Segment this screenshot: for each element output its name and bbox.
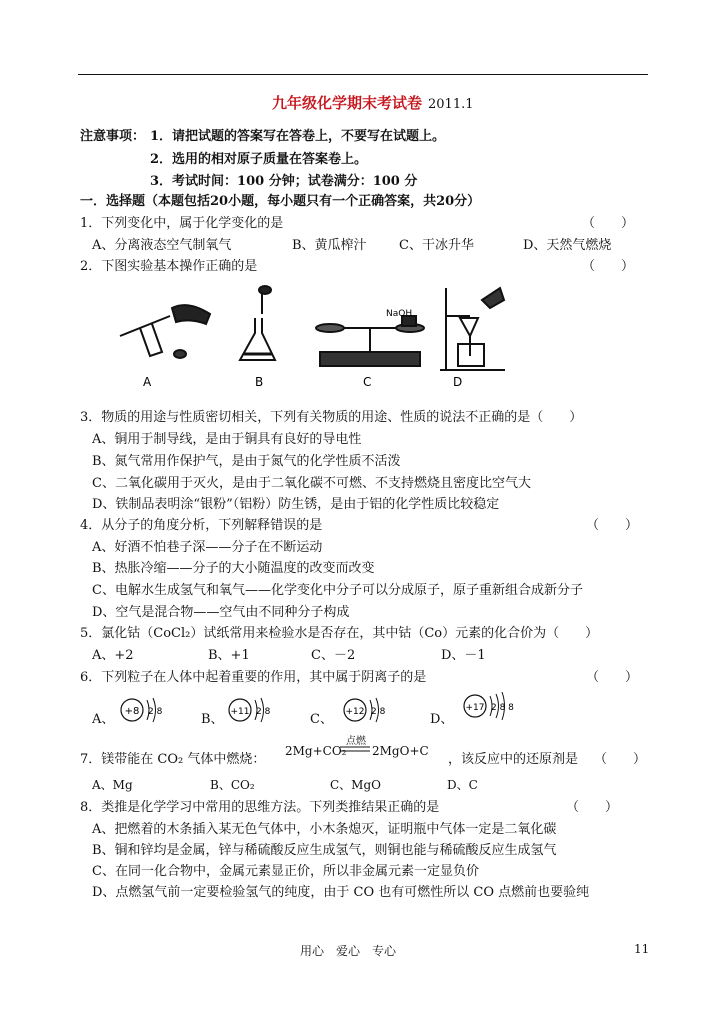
- q6-atom-d: [464, 692, 514, 720]
- q3-option-b: B、氮气常用作保护气，是由于氮气的化学性质不活泼: [92, 454, 401, 469]
- q5-option-a: A、+2: [92, 648, 134, 663]
- q7-equation-condition: 点燃: [346, 736, 366, 747]
- q3-option-d: D、铁制品表明涂“银粉”（铝粉）防生锈，是由于铝的化学性质比较稳定: [92, 497, 500, 512]
- q5-option-d: D、－1: [441, 648, 486, 663]
- q6-atom-a-electrons: 2 8: [148, 707, 163, 717]
- q6-atom-b-electrons: 2 8: [256, 707, 271, 717]
- q3-option-c: C、二氧化碳用于灭火，是由于二氧化碳不可燃、不支持燃烧且密度比空气大: [92, 476, 531, 491]
- q1-option-b: B、黄瓜榨汁: [292, 238, 367, 253]
- figure-c-label: C: [363, 375, 372, 389]
- title-text: 九年级化学期末考试卷: [272, 94, 423, 112]
- q4-option-c: C、电解水生成氢气和氧气——化学变化中分子可以分成原子，原子重新组合成新分子: [92, 583, 583, 598]
- q6-atom-c: [344, 698, 386, 722]
- q8-option-a: A、把燃着的木条插入某无色气体中，小木条熄灭，证明瓶中气体一定是二氧化碳: [92, 822, 557, 837]
- figure-a-label: A: [143, 375, 152, 389]
- q7-stem: 7．镁带能在 CO₂ 气体中燃烧：: [80, 752, 266, 767]
- q6-option-c-label: C、: [310, 712, 333, 727]
- q4-stem: 4．从分子的角度分析，下列解释错误的是: [80, 518, 323, 533]
- q7-answer-paren[interactable]: （ ）: [594, 752, 647, 767]
- q6-atom-structure-figures: [115, 692, 525, 732]
- q1-answer-paren[interactable]: （ ）: [582, 216, 635, 231]
- figure-d-label: D: [453, 375, 463, 389]
- q8-option-c: C、在同一化合物中，金属元素显正价，所以非金属元素一定显负价: [92, 864, 479, 879]
- q7-equation-equals: [340, 744, 370, 754]
- q6-atom-b-nucleus: +11: [230, 707, 250, 717]
- q3-option-a: A、铜用于制导线，是由于铜具有良好的导电性: [92, 432, 362, 447]
- note-1: 1．请把试题的答案写在答卷上，不要写在试题上。: [150, 129, 446, 144]
- q6-stem: 6．下列粒子在人体中起着重要的作用，其中属于阴离子的是: [80, 670, 427, 685]
- q4-option-b: B、热胀冷缩——分子的大小随温度的改变而改变: [92, 561, 375, 576]
- q6-atom-d-nucleus: +17: [465, 703, 485, 713]
- header-rule: [78, 74, 648, 75]
- q5-option-c: C、－2: [311, 648, 356, 663]
- q6-atom-c-electrons: 2 8: [371, 707, 386, 717]
- q5-stem: 5．氯化钴（CoCl₂）试纸常用来检验水是否存在，其中钴（Co）元素的化合价为（ ）: [80, 626, 599, 641]
- title-date: 2011.1: [428, 97, 474, 112]
- q7-option-d: D、C: [447, 778, 478, 792]
- q4-option-d: D、空气是混合物——空气由不同种分子构成: [92, 605, 350, 620]
- figure-c-naoh-label: NaOH: [386, 309, 413, 319]
- q2-lab-operations-figure: [110, 278, 510, 398]
- q8-answer-paren[interactable]: （ ）: [566, 800, 619, 815]
- q4-option-a: A、好酒不怕巷子深——分子在不断运动: [92, 540, 323, 555]
- figure-b-label: B: [255, 375, 264, 389]
- q4-answer-paren[interactable]: （ ）: [586, 518, 639, 533]
- notes-label: 注意事项：: [80, 129, 146, 144]
- q7-option-c: C、MgO: [330, 778, 381, 792]
- section-heading: 一．选择题（本题包括20小题，每小题只有一个正确答案，共20分）: [80, 194, 481, 209]
- q6-option-a-label: A、: [92, 712, 115, 727]
- q6-atom-a: [121, 698, 163, 722]
- page-title: [272, 92, 474, 113]
- q7-equation-right: 2MgO+C: [372, 744, 429, 758]
- q6-atom-b: [229, 698, 271, 722]
- q6-answer-paren[interactable]: （ ）: [586, 670, 639, 685]
- q7-option-a: A、Mg: [92, 778, 133, 792]
- figure-c-balance: [316, 316, 424, 366]
- q2-answer-paren[interactable]: （ ）: [582, 259, 635, 274]
- q1-stem: 1．下列变化中，属于化学变化的是: [80, 216, 284, 231]
- q7-equation-left: 2Mg+CO₂: [285, 744, 347, 758]
- q7-stem-tail: ，该反应中的还原剂是: [448, 752, 579, 767]
- q1-option-c: C、干冰升华: [399, 238, 474, 253]
- q2-stem: 2．下图实验基本操作正确的是: [80, 259, 258, 274]
- q5-option-b: B、+1: [208, 648, 250, 663]
- figure-d-filtration: [440, 288, 505, 370]
- q6-atom-d-electrons: 2 8 8: [491, 703, 514, 713]
- note-2: 2．选用的相对原子质量在答案卷上。: [150, 152, 368, 167]
- figure-b-flask: [240, 286, 275, 360]
- figure-a-test-tube: [120, 305, 210, 358]
- q6-atom-a-nucleus: +8: [124, 706, 140, 717]
- q8-stem: 8．类推是化学学习中常用的思维方法。下列类推结果正确的是: [80, 800, 440, 815]
- note-3: 3．考试时间：100 分钟；试卷满分：100 分: [150, 174, 418, 189]
- q1-option-d: D、天然气燃烧: [523, 238, 612, 253]
- q8-option-b: B、铜和锌均是金属，锌与稀硫酸反应生成氢气，则铜也能与稀硫酸反应生成氢气: [92, 843, 557, 858]
- q6-option-d-label: D、: [430, 712, 454, 727]
- page-number: 11: [634, 942, 650, 956]
- q6-option-b-label: B、: [201, 712, 224, 727]
- q8-option-d: D、点燃氢气前一定要检验氢气的纯度，由于 CO 也有可燃性所以 CO 点燃前也要验纯: [92, 885, 590, 900]
- footer-motto: 用心 爱心 专心: [300, 944, 397, 958]
- q1-option-a: A、分离液态空气制氧气: [92, 238, 232, 253]
- q3-stem: 3．物质的用途与性质密切相关，下列有关物质的用途、性质的说法不正确的是（ ）: [80, 410, 583, 425]
- q7-option-b: B、CO₂: [210, 778, 255, 792]
- q6-atom-c-nucleus: +12: [345, 707, 365, 717]
